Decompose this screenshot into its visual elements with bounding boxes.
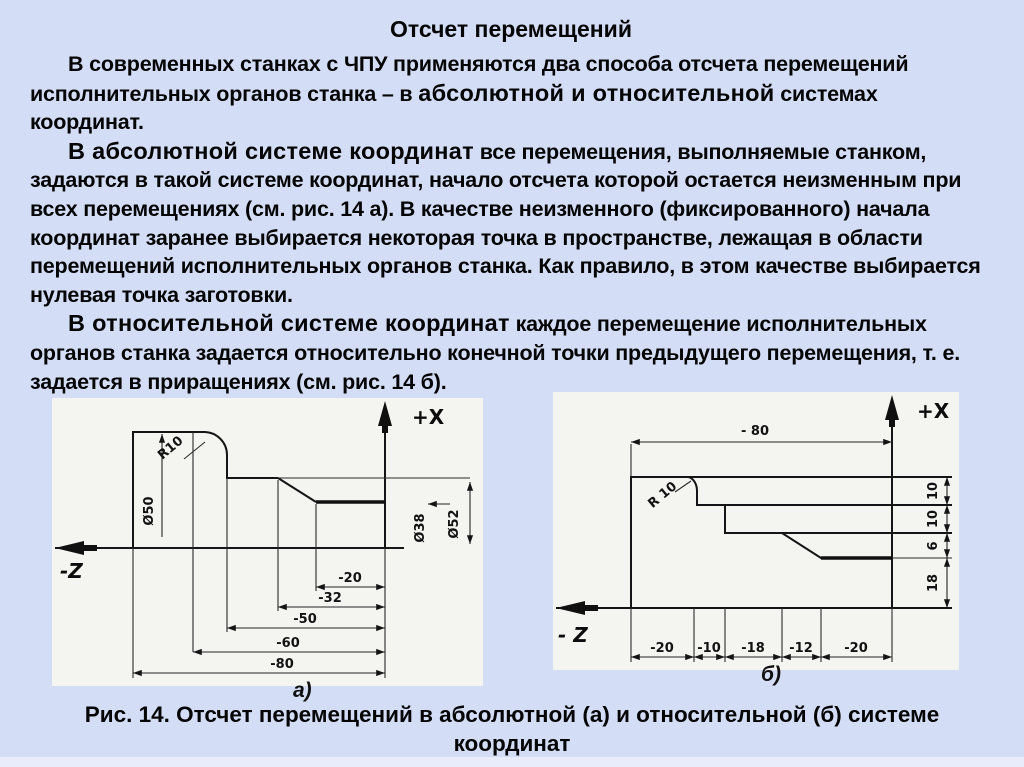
fig-b-right-dim-2: 10 — [926, 509, 941, 529]
p2-text: все перемещения, выполняемые станком, задаются в такой системе координат, начало отсчета которой остается неизменным при всех перемещениях (см. рис. 14 а). В качестве неизменного (фиксированного) начала координат заранее выбирается некоторая точка в пространстве, лежащая в области перемещений исполнительных органов станка. Как правило, в этом качестве выбирается нулевая точка заготовки. — [30, 139, 981, 307]
fig-a-dim-50: -50 — [293, 612, 317, 627]
z-axis-arrow-icon — [556, 601, 585, 615]
fig-b-bottom-dim-3: -18 — [741, 641, 765, 656]
figure-b-part-profile — [631, 477, 952, 608]
p3-text: каждое перемещение исполнительных органов станка задается относительно конечной точки предыдущего перемещения, т. е. задается в приращениях (см. рис. 14 б). — [30, 312, 960, 394]
fig-b-right-dim-4: 18 — [926, 573, 941, 593]
figure-caption: Рис. 14. Отсчет перемещений в абсолютной (а) и относительной (б) системе координат — [84, 702, 940, 756]
p2-emphasis: В абсолютной системе координат — [68, 137, 474, 164]
slide-text-block — [30, 16, 992, 396]
figure-a-drawing — [52, 398, 483, 686]
figure-a-axes — [55, 401, 445, 583]
fig-a-x-axis-label: +X — [412, 405, 445, 429]
bottom-strip — [0, 757, 1024, 767]
p1-text-start: В современных станках с ЧПУ применяются два способа отсчета перемещений исполнительных органов станка – в — [30, 52, 909, 106]
figure-a-label: а) — [293, 679, 312, 702]
page-title: Отсчет перемещений — [390, 16, 632, 42]
figure-a-absolute-system — [52, 398, 483, 686]
fig-a-diameter-50-label: Ø50 — [142, 496, 157, 526]
p1-emphasis: абсолютной и относительной — [418, 79, 775, 106]
fig-a-radius-label: R10 — [155, 433, 187, 464]
fig-a-diameter-52-label: Ø52 — [447, 509, 462, 539]
fig-a-dim-20: -20 — [338, 571, 362, 586]
figure-b-top-dimension — [631, 424, 892, 477]
fig-b-right-dim-3: 6 — [926, 541, 941, 551]
fig-b-radius-label: R 10 — [645, 479, 681, 512]
figure-b-bottom-dimensions — [631, 608, 892, 662]
p1-text-end: системах координат. — [30, 81, 878, 135]
figure-b-label: б) — [761, 663, 781, 686]
fig-a-z-axis-label: -Z — [60, 559, 83, 583]
figure-a-callouts — [142, 434, 470, 544]
figure-b-right-dimensions — [926, 477, 947, 608]
x-axis-arrow-icon — [378, 401, 392, 426]
fig-b-right-dim-1: 10 — [926, 481, 941, 501]
fig-a-diameter-38-label: Ø38 — [413, 513, 428, 543]
fig-b-dim-80: - 80 — [740, 424, 770, 439]
fig-b-bottom-dim-4: -12 — [789, 641, 813, 656]
fig-a-dim-32: -32 — [318, 591, 342, 606]
fig-a-dim-60: -60 — [276, 636, 300, 651]
x-axis-arrow-icon — [885, 395, 899, 420]
paragraph-2 — [30, 137, 992, 310]
paragraph-1 — [30, 50, 992, 137]
paragraph-3 — [30, 309, 992, 396]
figure-b-drawing — [553, 392, 959, 670]
figure-a-dimension-chain — [133, 571, 385, 673]
p3-emphasis: В относительной системе координат — [68, 310, 510, 337]
fig-a-dim-80: -80 — [270, 657, 294, 672]
fig-b-z-axis-label: - Z — [558, 623, 588, 647]
fig-b-bottom-dim-2: -10 — [697, 641, 721, 656]
figure-b-relative-system — [553, 392, 959, 670]
fig-b-bottom-dim-1: -20 — [650, 641, 674, 656]
fig-b-bottom-dim-5: -20 — [844, 641, 868, 656]
z-axis-arrow-icon — [55, 541, 84, 555]
fig-b-x-axis-label: +X — [917, 399, 950, 423]
